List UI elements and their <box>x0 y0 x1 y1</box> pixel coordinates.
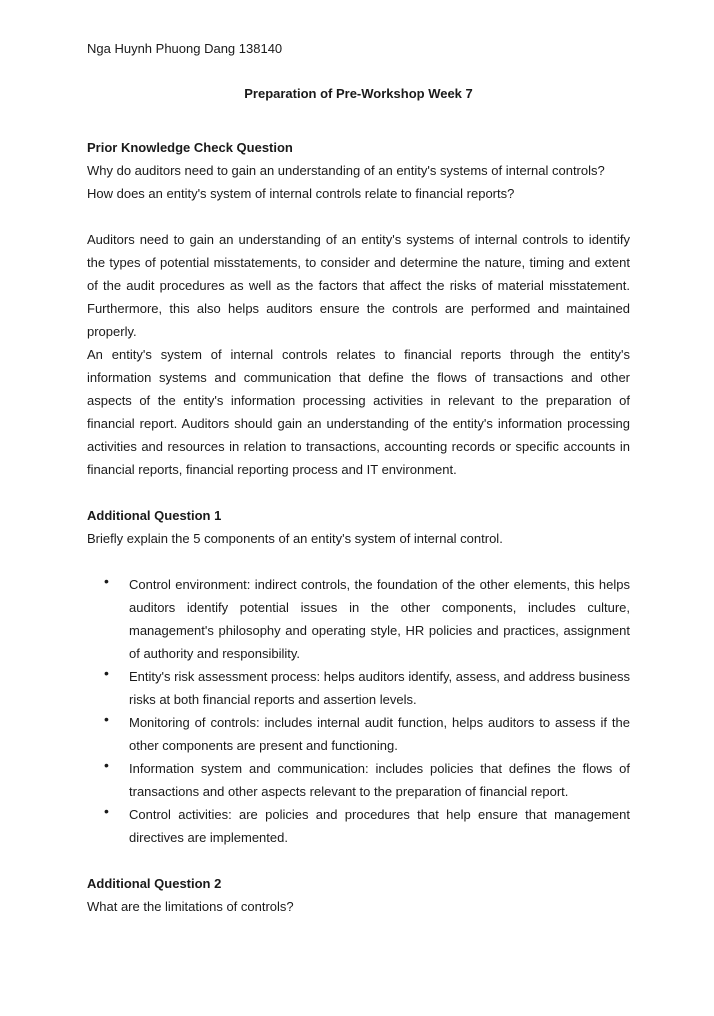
additional-q2-heading: Additional Question 2 <box>87 876 222 891</box>
list-item <box>87 803 630 849</box>
prior-knowledge-question: Why do auditors need to gain an understanding of an entity's systems of internal controls? How does an entity's system of internal controls relate to financial reports? <box>87 163 605 201</box>
bullet-icon: • <box>104 757 109 773</box>
bullet-icon: • <box>104 803 109 819</box>
spacer <box>87 205 630 228</box>
additional-q2-question: What are the limitations of controls? <box>87 899 294 914</box>
author-header: Nga Huynh Phuong Dang 138140 <box>87 41 283 56</box>
list-item <box>87 757 630 803</box>
list-item <box>87 665 630 711</box>
list-item <box>87 711 630 757</box>
bullet-icon: • <box>104 711 109 727</box>
spacer <box>87 849 630 872</box>
components-list <box>87 573 630 849</box>
list-item <box>87 573 630 665</box>
prior-knowledge-heading: Prior Knowledge Check Question <box>87 140 293 155</box>
additional-q1-question: Briefly explain the 5 components of an entity's system of internal control. <box>87 531 503 546</box>
list-item-text: Entity's risk assessment process: helps auditors identify, assess, and address business risks at both financial reports and assertion levels. <box>129 669 630 707</box>
document-title: Preparation of Pre-Workshop Week 7 <box>244 86 473 101</box>
list-item-text: Information system and communication: includes policies that defines the flows of transactions and other aspects relevant to the preparation of financial report. <box>129 761 630 799</box>
document-body <box>87 136 630 918</box>
bullet-icon: • <box>104 573 109 589</box>
bullet-icon: • <box>104 665 109 681</box>
list-item-text: Control environment: indirect controls, the foundation of the other elements, this helps auditors identify potential issues in the other components, includes culture, management's philosophy and operating style, HR policies and practices, assignment of authority and responsibility. <box>129 577 630 661</box>
additional-q1-heading: Additional Question 1 <box>87 508 222 523</box>
list-item-text: Control activities: are policies and procedures that help ensure that management directives are implemented. <box>129 807 630 845</box>
spacer <box>87 481 630 504</box>
prior-knowledge-answer-2: An entity's system of internal controls relates to financial reports through the entity's information systems and communication that define the flows of transactions and other aspects of the entity's information processing activities in relevant to the preparation of financial report. Auditors should gain an understanding of the entity's information processing activities and resources in relation to transactions, accounting records or specific accounts in financial reports, financial reporting process and IT environment. <box>87 347 630 477</box>
spacer <box>87 550 630 573</box>
prior-knowledge-answer-1: Auditors need to gain an understanding of an entity's systems of internal controls to identify the types of potential misstatements, to consider and determine the nature, timing and extent of the audit procedures as well as the factors that affect the risks of material misstatement. Furthermore, this also helps auditors ensure the controls are performed and maintained properly. <box>87 232 630 339</box>
list-item-text: Monitoring of controls: includes internal audit function, helps auditors to assess if the other components are present and functioning. <box>129 715 630 753</box>
